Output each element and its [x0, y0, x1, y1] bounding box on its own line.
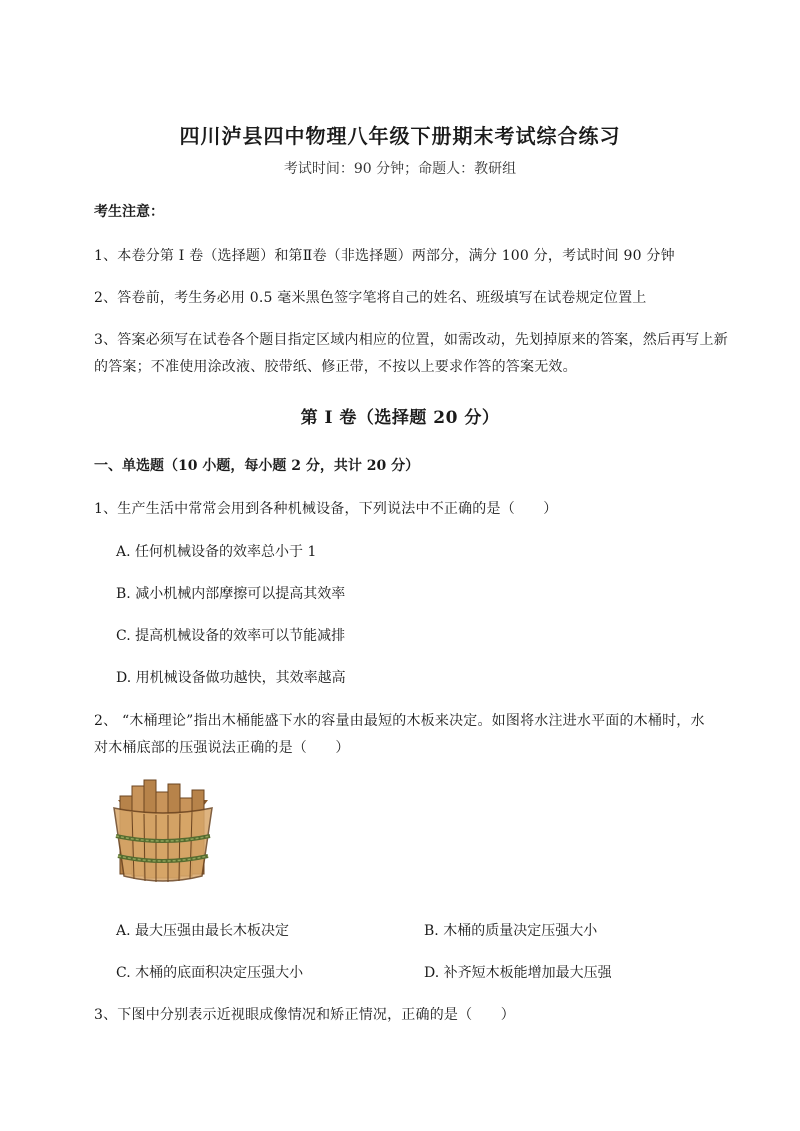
notice-item-3-line-1: 3、答案必须写在试卷各个题目指定区域内相应的位置，如需改动，先划掉原来的答案，然后再写上新 [94, 332, 728, 348]
question-2-option-a: A. 最大压强由最长木板决定 [116, 923, 290, 939]
question-1-option-b: B. 减小机械内部摩擦可以提高其效率 [116, 586, 346, 602]
notice-item-2: 2、答卷前，考生务必用 0.5 毫米黑色签字笔将自己的姓名、班级填写在试卷规定位置上 [94, 290, 647, 306]
section-title: 第 I 卷（选择题 20 分） [300, 408, 500, 428]
question-2-option-d: D. 补齐短木板能增加最大压强 [424, 965, 612, 981]
question-2-stem-line-1: 2、 “木桶理论”指出木桶能盛下水的容量由最短的木板来决定。如图将水注进水平面的木桶时，水 [94, 713, 705, 729]
question-1-option-d: D. 用机械设备做功越快，其效率越高 [116, 670, 346, 686]
exam-subtitle: 考试时间：90 分钟；命题人：教研组 [283, 161, 517, 177]
part-heading: 一、单选题（10 小题，每小题 2 分，共计 20 分） [94, 458, 420, 474]
wooden-bucket-illustration [104, 778, 222, 890]
question-2-option-c: C. 木桶的底面积决定压强大小 [116, 965, 304, 981]
notice-item-3-line-2: 的答案；不准使用涂改液、胶带纸、修正带，不按以上要求作答的答案无效。 [94, 359, 577, 375]
question-1-option-c: C. 提高机械设备的效率可以节能减排 [116, 628, 346, 644]
question-3-stem: 3、下图中分别表示近视眼成像情况和矫正情况，正确的是（ ） [94, 1007, 515, 1023]
question-2-stem-line-2: 对木桶底部的压强说法正确的是（ ） [94, 740, 350, 756]
question-2-option-b: B. 木桶的质量决定压强大小 [424, 923, 598, 939]
notice-heading: 考生注意： [94, 204, 164, 220]
question-1-option-a: A. 任何机械设备的效率总小于 1 [116, 544, 317, 560]
exam-title: 四川泸县四中物理八年级下册期末考试综合练习 [179, 124, 621, 148]
question-1-stem: 1、生产生活中常常会用到各种机械设备，下列说法中不正确的是（ ） [94, 501, 558, 517]
notice-item-1: 1、本卷分第 I 卷（选择题）和第Ⅱ卷（非选择题）两部分，满分 100 分，考试时间 90 分钟 [94, 248, 675, 264]
